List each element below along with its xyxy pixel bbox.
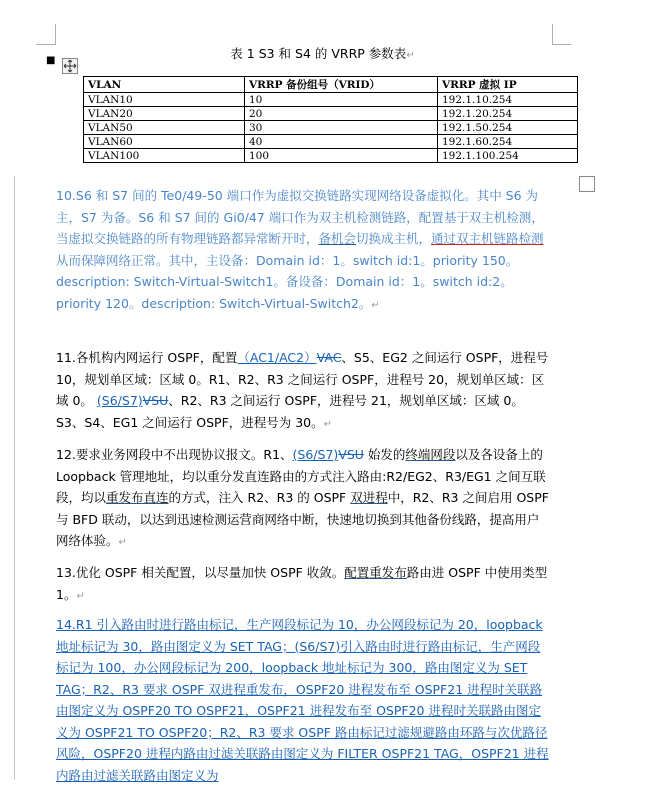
text-underlined: 备机会 [318,231,357,246]
cell-vrid: 20 [245,107,438,121]
table-row [84,107,578,121]
cell-vlan: VLAN50 [84,121,245,135]
text-inserted: (S6/S7) [96,393,143,408]
table-row [84,135,578,149]
table-row [84,93,578,107]
crop-mark-top-left-v [55,24,56,45]
header-vlan: VLAN [84,77,245,93]
text-red-underlined: 通过双主机链路检测 [431,231,544,246]
header-vrid: VRRP 备份组号（VRID） [245,77,438,93]
text-underlined: 重发布直连 [106,490,169,505]
text-inserted: （AC1/AC2） [237,350,317,365]
text-deleted: VSU [338,447,364,462]
cell-ip: 192.1.10.254 [438,93,578,107]
paragraph-mark: ↵ [323,418,333,430]
paragraph-mark: ↵ [118,537,127,548]
table-row [84,149,578,163]
cell-vlan: VLAN20 [84,107,245,121]
paragraph-10: 10.S6 和 S7 间的 Te0/49-50 端口作为虚拟交换链路实现网络设备虚拟化。其中 S6 为主，S7 为备。S6 和 S7 间的 Gi0/47 端口作为双主机检测链路，配置基于双主机检测，当虚拟交换链路的所有物理链路都异常断开时，备机会切换成主机，通过双主机链路检测从而保障网络正常。其中，主设备：Domain id：1。switch id:1。priority 150。 description: Switch-Virtual-Switch1。备设备：Domain id：1。switch id:2。priority 120。description: Switch-Virtual-Switch2。↵ [56,188,544,311]
cell-ip: 192.1.50.254 [438,121,578,135]
paragraph-mark: ↵ [371,299,380,311]
paragraph-11: 11.各机构内网运行 OSPF，配置（AC1/AC2）VAC、S5、EG2 之间运行 OSPF，进程号 10，规划单区域：区域 0。R1、R2、R3 之间运行 OSPF，进程号 20，规划单区域：区域 0。 (S6/S7)VSU、R2、R3 之间运行 OSPF，进程号 21，规划单区域：区域 0。S3、S4、EG1 之间运行 OSPF，进程号为 30。↵ [56,350,549,430]
text-underlined: 终端网段 [405,447,456,462]
table-caption: 表 1 S3 和 S4 的 VRRP 参数表↵ [230,46,415,61]
table-row [84,121,578,135]
cell-vrid: 40 [245,135,438,149]
paragraph-mark: ↵ [76,590,85,602]
text-underlined: 双进程 [350,490,388,505]
text-inserted: (S6/S7) [292,447,339,462]
text-underlined: 配置重发布 [344,565,407,580]
cell-vrid: 10 [245,93,438,107]
crop-mark-top-right-v [552,24,553,45]
cell-ip: 192.1.100.254 [438,149,578,163]
paragraph-12: 12.要求业务网段中不出现协议报文。R1、(S6/S7)VSU 始发的终端网段以及各设备上的 Loopback 管理地址，均以重分发直连路由的方式注入路由:R2/EG2、R3/EG1 之间互联段，均以重发布直连的方式，注入 R2、R3 的 OSPF 双进程中，R2、R3 之间启用 OSPF 与 BFD 联动，以达到迅速检测运营商网络中断，快速地切换到其他备份线路，提高用户网络体验。↵ [56,447,549,548]
text-deleted: VSU [142,393,169,408]
cell-vrid: 30 [245,121,438,135]
cell-vlan: VLAN10 [84,93,245,107]
paragraph-13: 13.优化 OSPF 相关配置，以尽量加快 OSPF 收敛。配置重发布路由进 OSPF 中使用类型 1。↵ [56,565,548,602]
paragraph-14: 14.R1 引入路由时进行路由标记，生产网段标记为 10，办公网段标记为 20，loopback 地址标记为 30，路由图定义为 SET TAG；(S6/S7)引入路由时进行路由标记，生产网段标记为 100，办公网段标记为 200，loopback 地址标记为 300，路由图定义为 SET TAG；R2、R3 要求 OSPF 双进程重发布，OSPF20 进程发布至 OSPF21 进程时关联路由图定义为 OSPF20 TO OSPF21，OSPF21 进程发布至 OSPF20 进程时关联路由图定义为 OSPF21 TO OSPF20；R2、R3 要求 OSPF 路由标记过滤规避路由环路与次优路径风险，OSPF20 进程内路由过滤关联路由图定义为 FILTER OSPF21 TAG，OSPF21 进程内路由过滤关联路由图定义为 [56,617,549,783]
cell-vrid: 100 [245,149,438,163]
paragraph-mark: ↵ [406,50,415,61]
cell-vlan: VLAN60 [84,135,245,149]
vrrp-table [83,76,578,163]
table-resize-handle[interactable] [579,176,595,192]
cell-ip: 192.1.60.254 [438,135,578,149]
table-header-row [84,77,578,93]
cell-vlan: VLAN100 [84,149,245,163]
text-deleted: VAC [316,350,342,365]
bullet-mark: ■ [46,55,56,66]
page-margin-line [14,176,15,780]
header-virtual-ip: VRRP 虚拟 IP [438,77,578,93]
cell-ip: 192.1.20.254 [438,107,578,121]
